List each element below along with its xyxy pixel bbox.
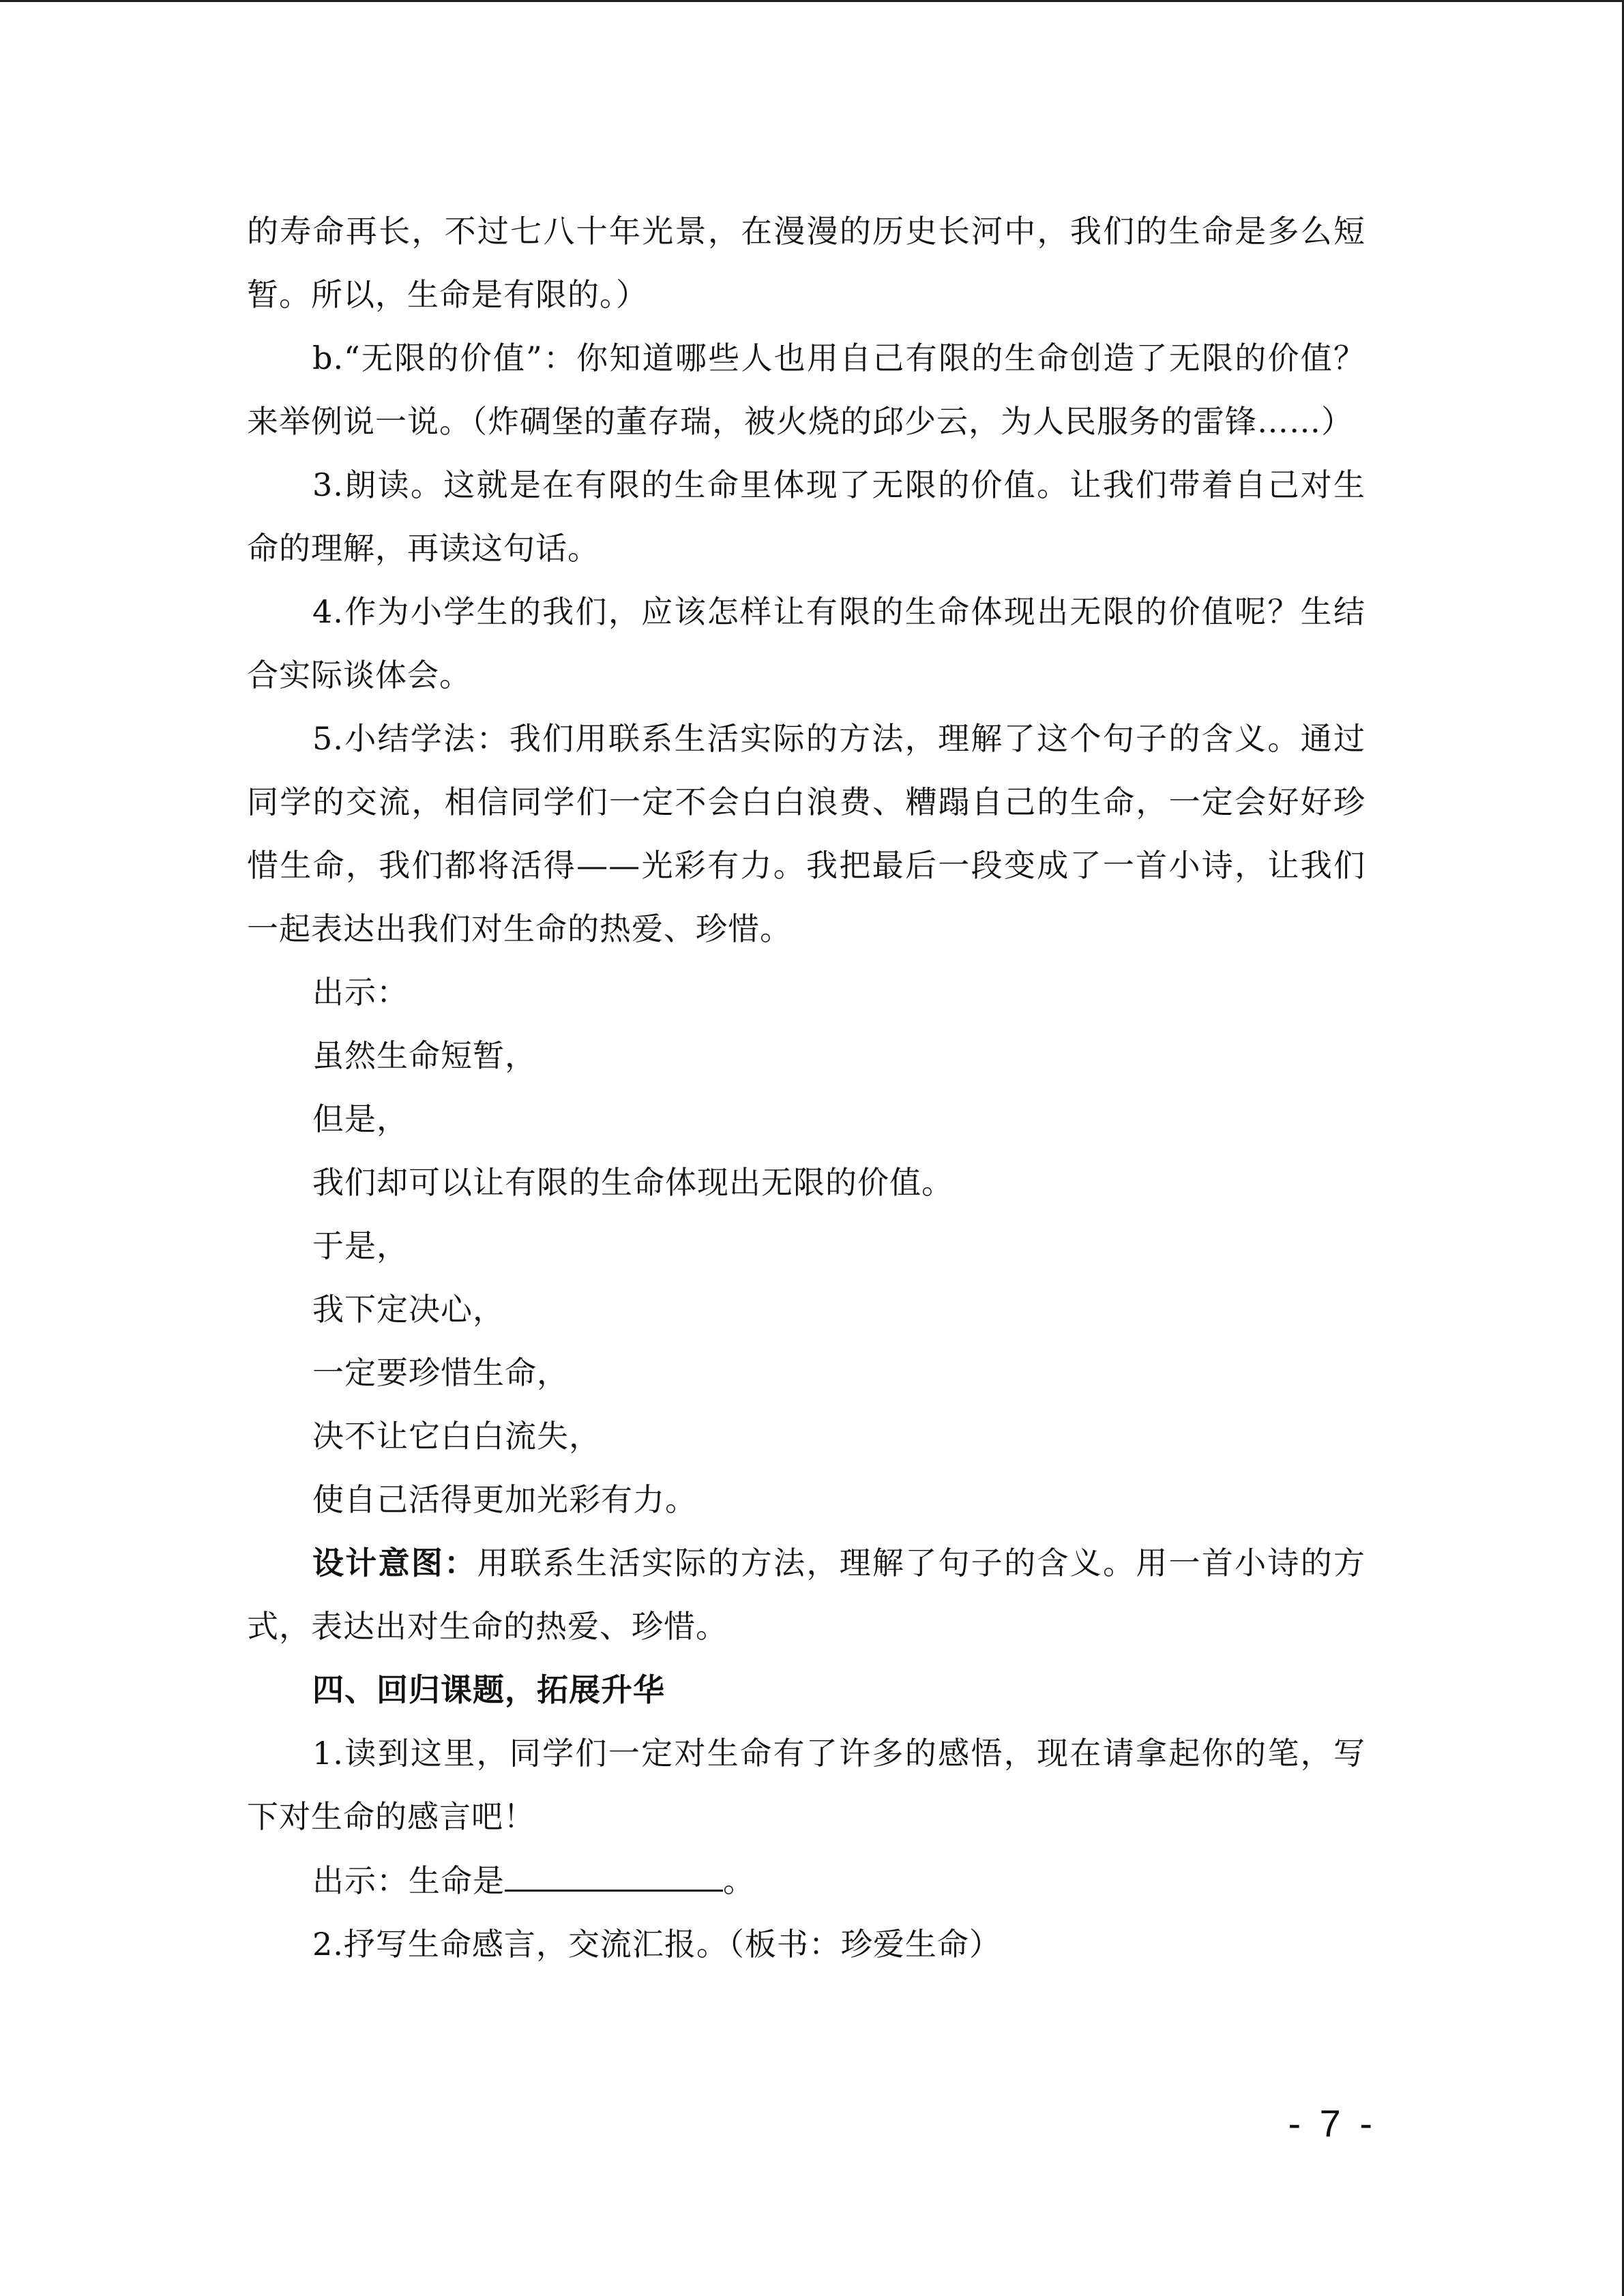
poem-line: 决不让它白白流失， [312, 1418, 601, 1455]
design-intent-text: 用联系生活实际的方法，理解了句子的含义。用一首小诗的方式，表达出对生命的热爱、珍惜。 [247, 1545, 1366, 1645]
paragraph-continued: 的寿命再长，不过七八十年光景，在漫漫的历史长河中，我们的生命是多么短暂。所以，生命是有限的。） [247, 213, 1365, 313]
paragraph-read-aloud: 3.朗读。这就是在有限的生命里体现了无限的价值。让我们带着自己对生命的理解，再读这句话。 [247, 466, 1365, 567]
poem-line: 虽然生命短暂， [312, 1037, 537, 1074]
poem-label: 出示： [312, 974, 409, 1011]
section-heading: 四、回归课题，拓展升华 [312, 1671, 665, 1708]
fill-in-prompt-prefix: 出示：生命是 [312, 1862, 505, 1899]
fill-in-prompt [247, 1849, 1365, 1913]
poem-line: 我们却可以让有限的生命体现出无限的价值。 [312, 1164, 954, 1201]
fill-in-prompt-suffix: 。 [723, 1862, 755, 1899]
fill-in-blank-line [505, 1849, 723, 1892]
paragraph-summary-method: 5.小结学法：我们用联系生活实际的方法，理解了这个句子的含义。通过同学的交流，相信同学们一定不会白白浪费、糟蹋自己的生命，一定会好好珍惜生命，我们都将活得——光彩有力。我把最后一段变成了一首小诗，让我们一起表达出我们对生命的热爱、珍惜。 [247, 720, 1365, 947]
paragraph-students-reflect: 4.作为小学生的我们，应该怎样让有限的生命体现出无限的价值呢？生结合实际谈体会。 [247, 593, 1365, 694]
section-item-share: 2.抒写生命感言，交流汇报。（板书：珍爱生命） [312, 1926, 1001, 1963]
section-item-write-feelings: 1.读到这里，同学们一定对生命有了许多的感悟，现在请拿起你的笔，写下对生命的感言吧！ [247, 1735, 1365, 1835]
paragraph-infinite-value: b.“无限的价值”：你知道哪些人也用自己有限的生命创造了无限的价值？来举例说一说。（炸碉堡的董存瑞，被火烧的邱少云，为人民服务的雷锋……） [247, 340, 1365, 440]
poem-line: 但是， [312, 1101, 409, 1137]
poem-line: 于是， [312, 1227, 409, 1264]
page-number: - 7 - [1288, 2102, 1376, 2145]
design-intent-label: 设计意图： [312, 1545, 477, 1581]
design-intent-paragraph [247, 1532, 1365, 1658]
poem-line: 我下定决心， [312, 1291, 505, 1328]
document-body [247, 200, 1365, 1976]
poem-line: 使自己活得更加光彩有力。 [312, 1481, 697, 1518]
poem-line: 一定要珍惜生命， [312, 1354, 569, 1391]
